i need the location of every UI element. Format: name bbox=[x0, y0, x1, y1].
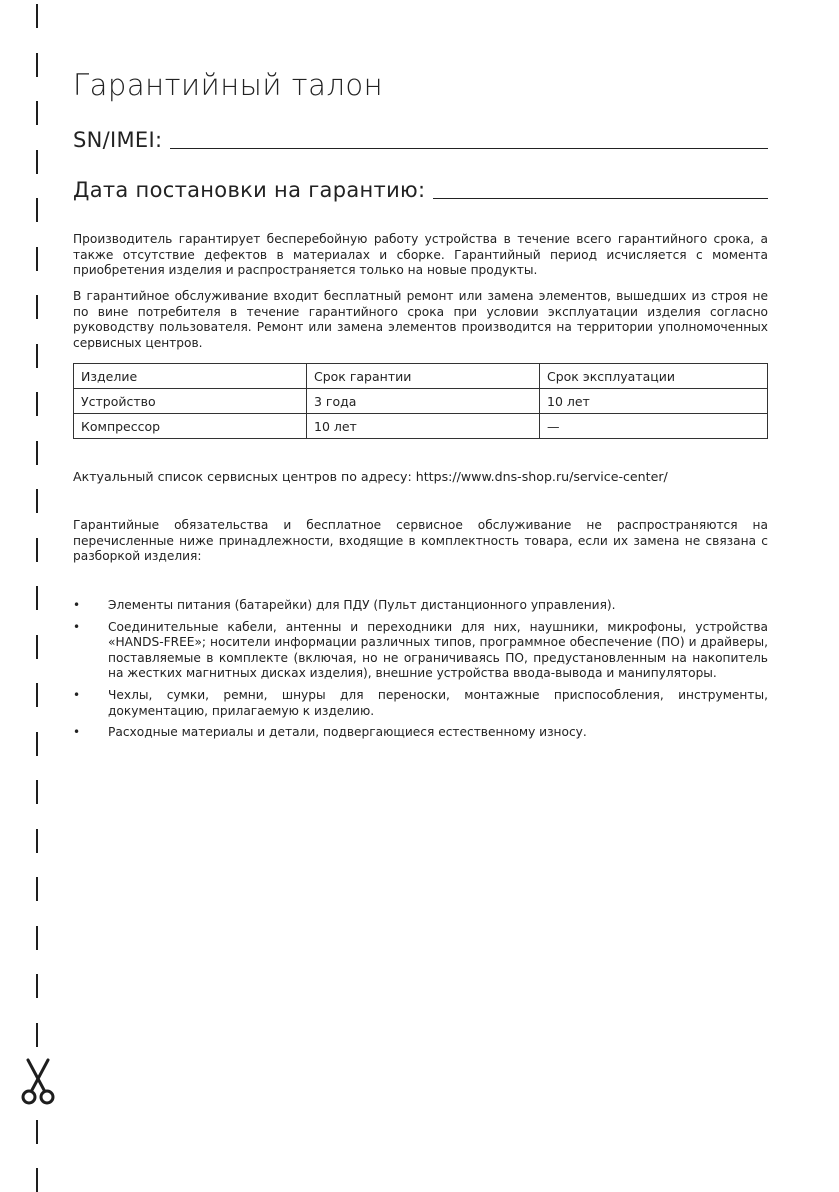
cut-dash bbox=[36, 829, 38, 853]
cut-dash bbox=[36, 732, 38, 756]
bullet-icon: • bbox=[73, 687, 81, 702]
sn-imei-field[interactable] bbox=[73, 128, 768, 152]
table-header-row bbox=[74, 364, 768, 389]
list-item bbox=[73, 598, 768, 614]
page-title: Гарантийный талон bbox=[73, 68, 384, 102]
sn-imei-label: SN/IMEI: bbox=[73, 128, 163, 152]
list-item bbox=[73, 725, 768, 741]
cut-dash bbox=[36, 101, 38, 125]
warranty-table bbox=[73, 363, 768, 439]
cut-dash bbox=[36, 538, 38, 562]
table-cell: Устройство bbox=[74, 389, 307, 414]
cut-dash bbox=[36, 780, 38, 804]
cut-dash bbox=[36, 877, 38, 901]
cut-dash bbox=[36, 392, 38, 416]
table-cell: Компрессор bbox=[74, 414, 307, 439]
cut-dash bbox=[36, 4, 38, 28]
service-center-note: Актуальный список сервисных центров по адресу: https://www.dns-shop.ru/service-center/ bbox=[73, 469, 668, 484]
cut-dash bbox=[36, 974, 38, 998]
bullet-icon: • bbox=[73, 619, 81, 634]
cut-line bbox=[36, 0, 39, 1191]
cut-dash bbox=[36, 926, 38, 950]
cut-dash bbox=[36, 586, 38, 610]
warranty-paragraph-1: Производитель гарантирует бесперебойную работу устройства в течение всего гарантийного срока, а также отсутствие дефектов в материалах и сборке. Гарантийный период исчисляется с момента приобретения изделия и распространяется только на новые продукты. bbox=[73, 232, 768, 278]
bullet-icon: • bbox=[73, 598, 81, 612]
table-cell: — bbox=[540, 414, 768, 439]
list-item-text: Расходные материалы и детали, подвергающиеся естественному износу. bbox=[108, 725, 587, 740]
cut-dash bbox=[36, 441, 38, 465]
warranty-date-input-line[interactable] bbox=[433, 194, 768, 199]
cut-dash bbox=[36, 247, 38, 271]
cut-dash bbox=[36, 198, 38, 222]
table-cell: 10 лет bbox=[540, 389, 768, 414]
list-item-text: Элементы питания (батарейки) для ПДУ (Пульт дистанционного управления). bbox=[108, 598, 616, 612]
table-row bbox=[74, 389, 768, 414]
list-item bbox=[73, 620, 768, 682]
cut-dash bbox=[36, 683, 38, 707]
cut-dash bbox=[36, 344, 38, 368]
cut-dash bbox=[36, 489, 38, 513]
sn-imei-input-line[interactable] bbox=[170, 144, 768, 149]
warranty-date-label: Дата постановки на гарантию: bbox=[73, 178, 426, 202]
scissors-icon bbox=[20, 1058, 56, 1106]
cut-dash bbox=[36, 53, 38, 77]
cut-dash bbox=[36, 1120, 38, 1144]
list-item-text: Чехлы, сумки, ремни, шнуры для переноски, монтажные приспособления, инструменты, документацию, прилагаемую к изделию. bbox=[108, 687, 768, 718]
table-cell: 10 лет bbox=[307, 414, 540, 439]
list-item-text: Соединительные кабели, антенны и переходники для них, наушники, микрофоны, устройства «HANDS-FREE»; носители информации различных типов, программное обеспечение (ПО) и драйверы, поставляемые в комплекте (включая, но не ограничиваясь ПО, предустановленным на накопитель на жестких магнитных дисках изделия), внешние устройства ввода-вывода и манипуляторы. bbox=[108, 619, 768, 681]
exclusions-list bbox=[73, 598, 768, 747]
bullet-icon: • bbox=[73, 725, 81, 740]
table-row bbox=[74, 414, 768, 439]
cut-dash bbox=[36, 1168, 38, 1192]
cut-dash bbox=[36, 295, 38, 319]
cut-dash bbox=[36, 635, 38, 659]
warranty-paragraph-2: В гарантийное обслуживание входит бесплатный ремонт или замена элементов, вышедших из строя не по вине потребителя в течение гарантийного срока при условии эксплуатации изделия согласно руководству пользователя. Ремонт или замена элементов производится на территории уполномоченных сервисных центров. bbox=[73, 289, 768, 350]
table-header-cell: Изделие bbox=[74, 364, 307, 389]
list-item bbox=[73, 688, 768, 719]
cut-dash bbox=[36, 1023, 38, 1047]
cut-dash bbox=[36, 150, 38, 174]
table-cell: 3 года bbox=[307, 389, 540, 414]
warranty-date-field[interactable] bbox=[73, 178, 768, 202]
table-header-cell: Срок гарантии bbox=[307, 364, 540, 389]
table-header-cell: Срок эксплуатации bbox=[540, 364, 768, 389]
exclusions-intro: Гарантийные обязательства и бесплатное сервисное обслуживание не распространяются на перечисленные ниже принадлежности, входящие в комплектность товара, если их замена не связана с разборкой изделия: bbox=[73, 518, 768, 564]
